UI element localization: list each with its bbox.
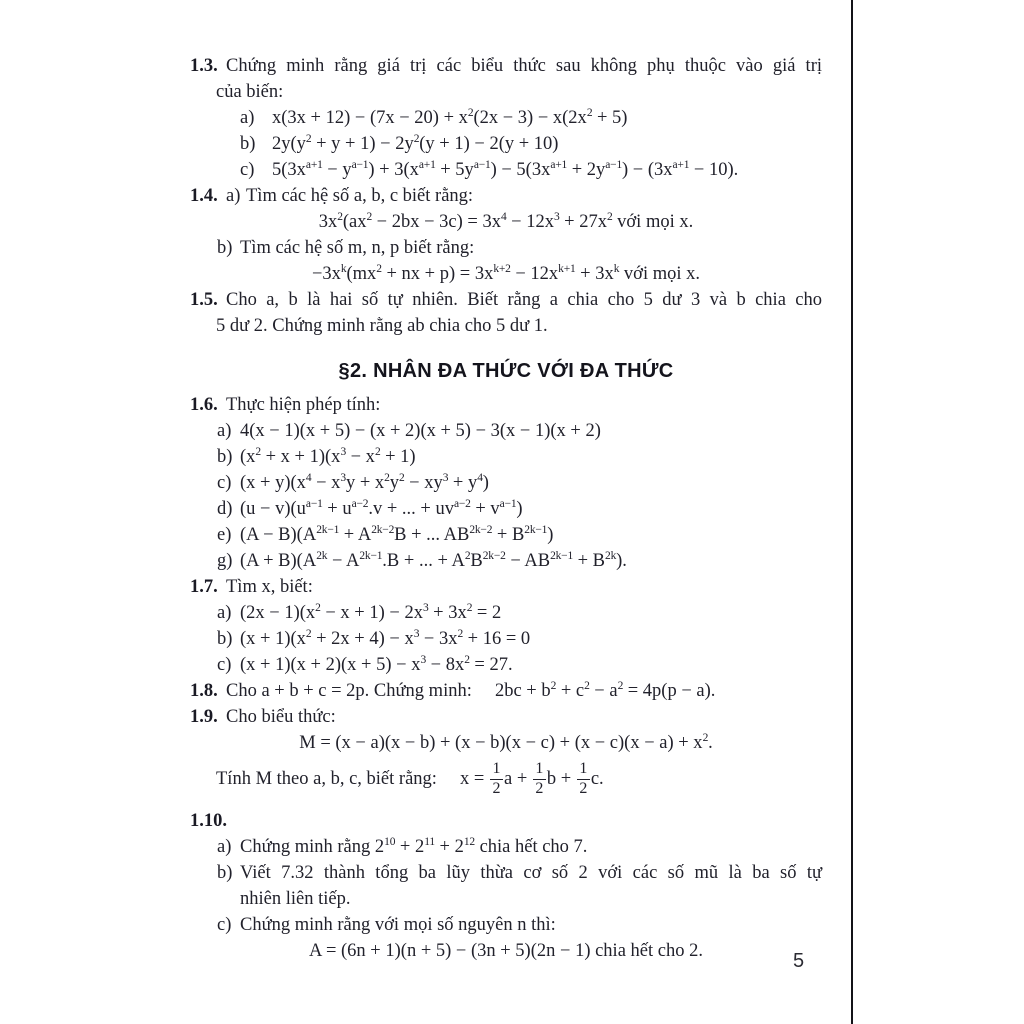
superscript: 3	[422, 602, 429, 614]
superscript: 3	[420, 654, 427, 666]
line-text: $(x + y)(x^4 - x^3y + x^2y^2 - xy^3 + y^4)$	[240, 472, 489, 493]
superscript: 2k	[605, 550, 617, 562]
line-text: $x(3x + 12) - (7x - 20) + x^2(2x - 3) - x(2x^2 + 5)$	[272, 107, 628, 128]
line-text: $M = (x - a)(x - b) + (x - b)(x - c) + (x - c)(x - a) + x^2$.	[299, 732, 713, 753]
superscript: 2	[584, 680, 590, 692]
superscript: 2	[337, 211, 343, 223]
line-text: của biến:	[216, 82, 284, 102]
superscript: 2	[457, 628, 464, 640]
superscript: 2	[376, 263, 382, 275]
line-text: Tìm các hệ số m, n, p biết rằng:	[240, 238, 475, 258]
item-1-6-a	[190, 418, 822, 444]
line-text: Thực hiện phép tính:	[226, 395, 381, 415]
superscript: a−1	[499, 498, 517, 510]
item-1-10-b-cont	[190, 886, 822, 912]
problem-1-5	[190, 287, 822, 313]
problem-1-3	[190, 53, 822, 79]
problem-number: 1.7.	[190, 577, 218, 597]
superscript: a−2	[351, 498, 369, 510]
problem-1-10	[190, 808, 822, 834]
formula-1-4-a	[190, 209, 822, 235]
formula-1-9	[190, 730, 822, 756]
line-text: Cho biểu thức:	[226, 707, 336, 727]
superscript: a−1	[305, 498, 323, 510]
item-label: c)	[217, 473, 232, 493]
problem-1-7	[190, 574, 822, 600]
item-1-3-b	[190, 131, 822, 157]
superscript: 2	[398, 472, 405, 484]
line-text: §2. NHÂN ĐA THỨC VỚI ĐA THỨC	[338, 360, 674, 382]
superscript: 2	[413, 133, 420, 145]
item-label: b)	[217, 863, 233, 883]
fraction	[533, 761, 546, 798]
superscript: a−1	[605, 159, 623, 171]
superscript: 2	[606, 211, 613, 223]
superscript: 3	[413, 628, 420, 640]
superscript: 2	[315, 602, 321, 614]
superscript: k	[613, 263, 620, 275]
page-edge-line	[851, 0, 853, 1024]
superscript: 3	[340, 472, 346, 484]
superscript: 12	[463, 836, 475, 848]
line-text: $(x + 1)(x^2 + 2x + 4) - x^3 - 3x^2 + 16 = 0$	[240, 628, 531, 649]
problem-1-8	[190, 678, 822, 704]
item-label: c)	[217, 655, 232, 675]
superscript: a−2	[453, 498, 471, 510]
line-text: Chứng minh rằng với mọi số nguyên n thì:	[240, 915, 556, 935]
superscript: k	[340, 263, 347, 275]
page-content	[190, 53, 822, 964]
formula-1-10-c	[190, 938, 822, 964]
page-number: 5	[793, 950, 805, 972]
line-text: $(u - v)(u^{a-1} + u^{a-2}.v$ + ... + $uv^{a-2} + v^{a-1}$)	[240, 498, 523, 519]
superscript: 2k−1	[524, 524, 548, 536]
line-text: Tính M theo a, b, c, biết rằng: x = $\frac{1}{2}$ a + $\frac{1}{2}$ b + $\frac{1}{2}$ c.	[216, 760, 604, 798]
item-label: c)	[240, 160, 255, 180]
superscript: 2	[374, 446, 381, 458]
problem-1-4	[190, 183, 822, 209]
item-label: a)	[217, 837, 232, 857]
superscript: a+1	[550, 159, 568, 171]
problem-number: 1.6.	[190, 395, 218, 415]
item-label: b)	[217, 238, 233, 258]
superscript: 2k	[316, 550, 328, 562]
item-label: g)	[217, 551, 233, 571]
superscript: 2	[617, 680, 624, 692]
superscript: 3	[442, 472, 449, 484]
problem-1-6	[190, 392, 822, 418]
problem-number: 1.5.	[190, 290, 218, 310]
line-text: $(x^2 + x + 1)(x^3 - x^2 + 1)$	[240, 446, 416, 467]
formula-1-4-b	[190, 261, 822, 287]
superscript: 2k−2	[482, 550, 506, 562]
item-label: a)	[226, 186, 241, 206]
superscript: 2k−1	[550, 550, 573, 562]
item-1-10-a	[190, 834, 822, 860]
superscript: a+1	[418, 159, 436, 171]
superscript: 3	[553, 211, 560, 223]
problem-number: 1.10.	[190, 811, 227, 831]
item-label: a)	[217, 603, 232, 623]
line-text: nhiên liên tiếp.	[240, 889, 351, 909]
problem-number: 1.9.	[190, 707, 218, 727]
item-label: b)	[217, 447, 233, 467]
item-1-6-g	[190, 548, 822, 574]
line-1-9-compute	[190, 756, 822, 802]
superscript: 2	[305, 628, 312, 640]
superscript: 2	[550, 680, 557, 692]
item-1-3-c	[190, 157, 822, 183]
item-1-7-a	[190, 600, 822, 626]
superscript: 3	[340, 446, 346, 458]
line-text: Chứng minh rằng giá trị các biểu thức sau không phụ thuộc vào giá trị	[226, 56, 822, 76]
item-label: c)	[217, 915, 232, 935]
superscript: 2	[464, 654, 470, 666]
line-text: $(x + 1)(x + 2)(x + 5) - x^3 - 8x^2 = 27$.	[240, 654, 513, 675]
superscript: 4	[477, 472, 483, 484]
line-text: Chứng minh rằng $2^{10} + 2^{11} + 2^{12}$ chia hết cho 7.	[240, 836, 588, 857]
line-text: $3x^2(ax^2 - 2bx - 3c) = 3x^4 - 12x^3 + 27x^2$ với mọi x.	[318, 211, 694, 232]
fraction	[577, 761, 590, 798]
line-text: $-3x^k(mx^2$ + nx + $p) = 3x^{k+2} - 12x^{k+1} + 3x^k$ với mọi x.	[311, 263, 700, 284]
item-1-6-b	[190, 444, 822, 470]
line-text: Viết 7.32 thành tổng ba lũy thừa cơ số 2 với các số mũ là ba số tự	[240, 863, 822, 883]
superscript: 2k−2	[371, 524, 395, 536]
fraction-denominator: 2	[535, 780, 544, 798]
superscript: 2	[466, 602, 473, 614]
fraction-numerator: 1	[533, 761, 546, 780]
item-label: d)	[217, 499, 233, 519]
problem-1-5-cont	[190, 313, 822, 339]
superscript: 2	[702, 732, 709, 744]
line-text: 4(x − 1)(x + 5) − (x + 2)(x + 5) − 3(x − 1)(x + 2)	[240, 421, 601, 441]
problem-number: 1.3.	[190, 56, 218, 76]
superscript: 2k−1	[316, 524, 340, 536]
item-label: b)	[240, 134, 256, 154]
fraction-numerator: 1	[490, 761, 503, 780]
superscript: a+1	[672, 159, 690, 171]
line-text: $2y(y^2 + y + 1) - 2y^2(y + 1) - 2(y + 10)$	[272, 133, 559, 154]
line-text: $(2x - 1)(x^2 - x + 1) - 2x^3 + 3x^2 = 2$	[240, 602, 502, 623]
line-text: A = (6n + 1)(n + 5) − (3n + 5)(2n − 1) chia hết cho 2.	[309, 941, 703, 961]
problem-1-3-cont	[190, 79, 822, 105]
superscript: 11	[424, 836, 435, 848]
section-heading	[190, 358, 822, 384]
line-text: 5 dư 2. Chứng minh rằng ab chia cho 5 dư 1.	[216, 316, 548, 336]
fraction	[490, 761, 503, 798]
superscript: 2	[305, 133, 312, 145]
item-1-3-a	[190, 105, 822, 131]
item-label: b)	[217, 629, 233, 649]
line-text: $(A + B)(A^{2k} - A^{2k-1}.B$ + ... + $A^2B^{2k-2} - AB^{2k-1} + B^{2k}$).	[240, 550, 627, 571]
fraction-denominator: 2	[579, 780, 588, 798]
item-1-10-c	[190, 912, 822, 938]
problem-number: 1.4.	[190, 186, 218, 206]
item-1-7-b	[190, 626, 822, 652]
item-label: a)	[217, 421, 232, 441]
item-label: a)	[240, 108, 255, 128]
superscript: 2	[384, 472, 390, 484]
line-text: Cho a, b là hai số tự nhiên. Biết rằng a chia cho 5 dư 3 và b chia cho	[226, 290, 822, 310]
superscript: 2k−2	[469, 524, 493, 536]
superscript: 2	[467, 107, 474, 119]
item-1-7-c	[190, 652, 822, 678]
item-1-6-d	[190, 496, 822, 522]
item-1-4-b	[190, 235, 822, 261]
item-1-6-e	[190, 522, 822, 548]
line-text: Tìm các hệ số a, b, c biết rằng:	[246, 186, 474, 206]
fraction-numerator: 1	[577, 761, 590, 780]
superscript: k+1	[558, 263, 576, 275]
superscript: 2	[366, 211, 373, 223]
problem-1-9	[190, 704, 822, 730]
superscript: 2	[464, 550, 471, 562]
superscript: 4	[500, 211, 507, 223]
line-text: Cho a + b + c = 2p. Chứng minh: $2bc + b^2 + c^2 - a^2 = 4p(p - a)$.	[226, 680, 716, 701]
fraction-denominator: 2	[492, 780, 501, 798]
item-1-6-c	[190, 470, 822, 496]
superscript: 2	[586, 107, 593, 119]
superscript: a−1	[351, 159, 369, 171]
line-text: $5(3x^{a+1} - y^{a-1}) + 3(x^{a+1} + 5y^{a-1}) - 5(3x^{a+1} + 2y^{a-1}) - (3x^{a+1} - 10)$.	[272, 159, 739, 180]
superscript: 2	[255, 446, 261, 458]
superscript: a−1	[473, 159, 491, 171]
line-text: $(A - B)(A^{2k-1} + A^{2k-2}B$ + ... $AB^{2k-2} + B^{2k-1}$)	[240, 524, 554, 545]
superscript: k+2	[493, 263, 511, 275]
problem-number: 1.8.	[190, 681, 218, 701]
superscript: 4	[305, 472, 312, 484]
item-label: e)	[217, 525, 232, 545]
superscript: 10	[384, 836, 396, 848]
line-text: Tìm x, biết:	[226, 577, 313, 597]
superscript: a+1	[305, 159, 323, 171]
superscript: 2k−1	[359, 550, 383, 562]
item-1-10-b	[190, 860, 822, 886]
